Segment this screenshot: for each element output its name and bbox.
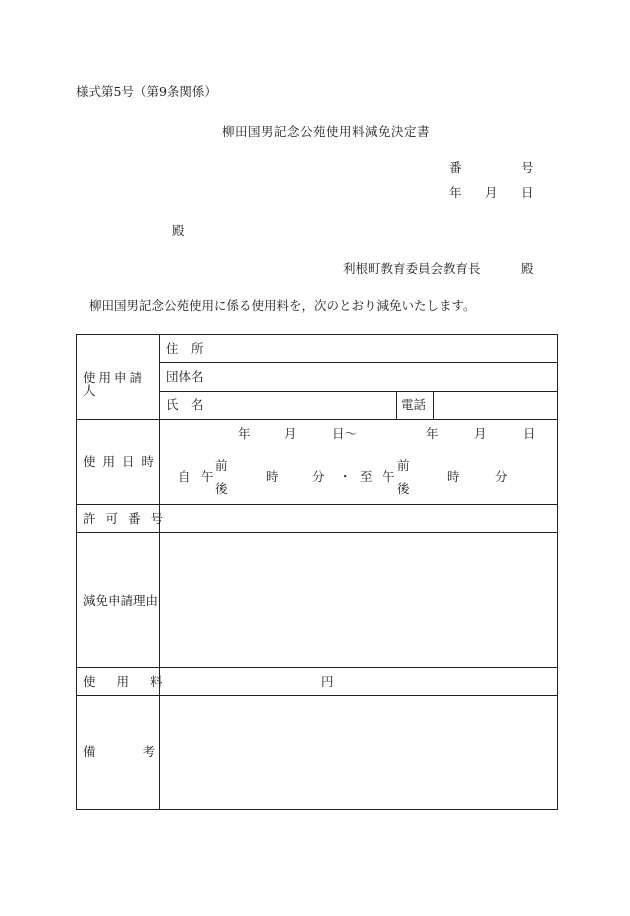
start-hour-label: 時 — [266, 469, 279, 484]
to-label: 至 — [360, 469, 373, 484]
start-am-label: 前 — [215, 458, 228, 473]
start-minute-label: 分 — [312, 469, 325, 484]
document-title: 柳田国男記念公苑使用料減免決定書 — [222, 124, 431, 139]
date-month-label: 月 — [485, 185, 498, 200]
column-divider — [433, 391, 434, 419]
usage-datetime-label: 使用日時 — [83, 454, 162, 469]
number-label-right: 号 — [521, 160, 534, 175]
end-hour-label: 時 — [447, 469, 460, 484]
usage-fee-label: 使用料 — [83, 674, 184, 689]
row-divider — [77, 667, 558, 668]
column-divider — [396, 391, 397, 419]
row-divider — [159, 362, 558, 363]
remarks-label: 備考 — [83, 744, 203, 759]
applicant-label-text: 使用申請人 — [83, 370, 146, 398]
end-year-label: 年 — [426, 426, 439, 441]
start-year-label: 年 — [238, 426, 251, 441]
row-divider — [77, 504, 558, 505]
end-noon-label: 午 — [382, 469, 395, 484]
row-divider — [77, 419, 558, 420]
number-label-left: 番 — [449, 160, 462, 175]
range-separator: ・ — [339, 469, 352, 484]
addressee-honorific: 殿 — [172, 223, 185, 238]
person-name-label: 氏 名 — [166, 397, 204, 412]
end-minute-label: 分 — [495, 469, 508, 484]
from-label: 自 — [178, 469, 191, 484]
applicant-label — [83, 372, 153, 397]
statement-text: 柳田国男記念公苑使用に係る使用料を，次のとおり減免いたします。 — [89, 298, 476, 313]
fee-yen-unit: 円 — [321, 674, 334, 689]
address-label: 住 所 — [166, 341, 204, 356]
form-table — [76, 334, 558, 810]
row-divider — [159, 391, 558, 392]
phone-label: 電話 — [401, 397, 427, 412]
reduction-reason-label: 減免申請理由 — [83, 593, 159, 608]
form-number: 様式第5号（第9条関係） — [76, 84, 217, 99]
start-month-label: 月 — [284, 426, 297, 441]
sender-name: 利根町教育委員会教育長 — [343, 261, 481, 276]
date-day-label: 日 — [521, 185, 534, 200]
end-am-label: 前 — [397, 458, 410, 473]
row-divider — [77, 695, 558, 696]
end-pm-label: 後 — [397, 481, 410, 496]
permit-number-label: 許可番号 — [83, 511, 174, 526]
start-pm-label: 後 — [215, 481, 228, 496]
sender-honorific: 殿 — [521, 261, 534, 276]
end-day-label: 日 — [523, 426, 536, 441]
start-noon-label: 午 — [201, 469, 214, 484]
group-name-label: 団体名 — [166, 369, 204, 384]
end-month-label: 月 — [474, 426, 487, 441]
row-divider — [77, 532, 558, 533]
date-year-label: 年 — [449, 185, 462, 200]
start-day-label: 日〜 — [332, 426, 358, 441]
column-divider — [159, 335, 160, 809]
